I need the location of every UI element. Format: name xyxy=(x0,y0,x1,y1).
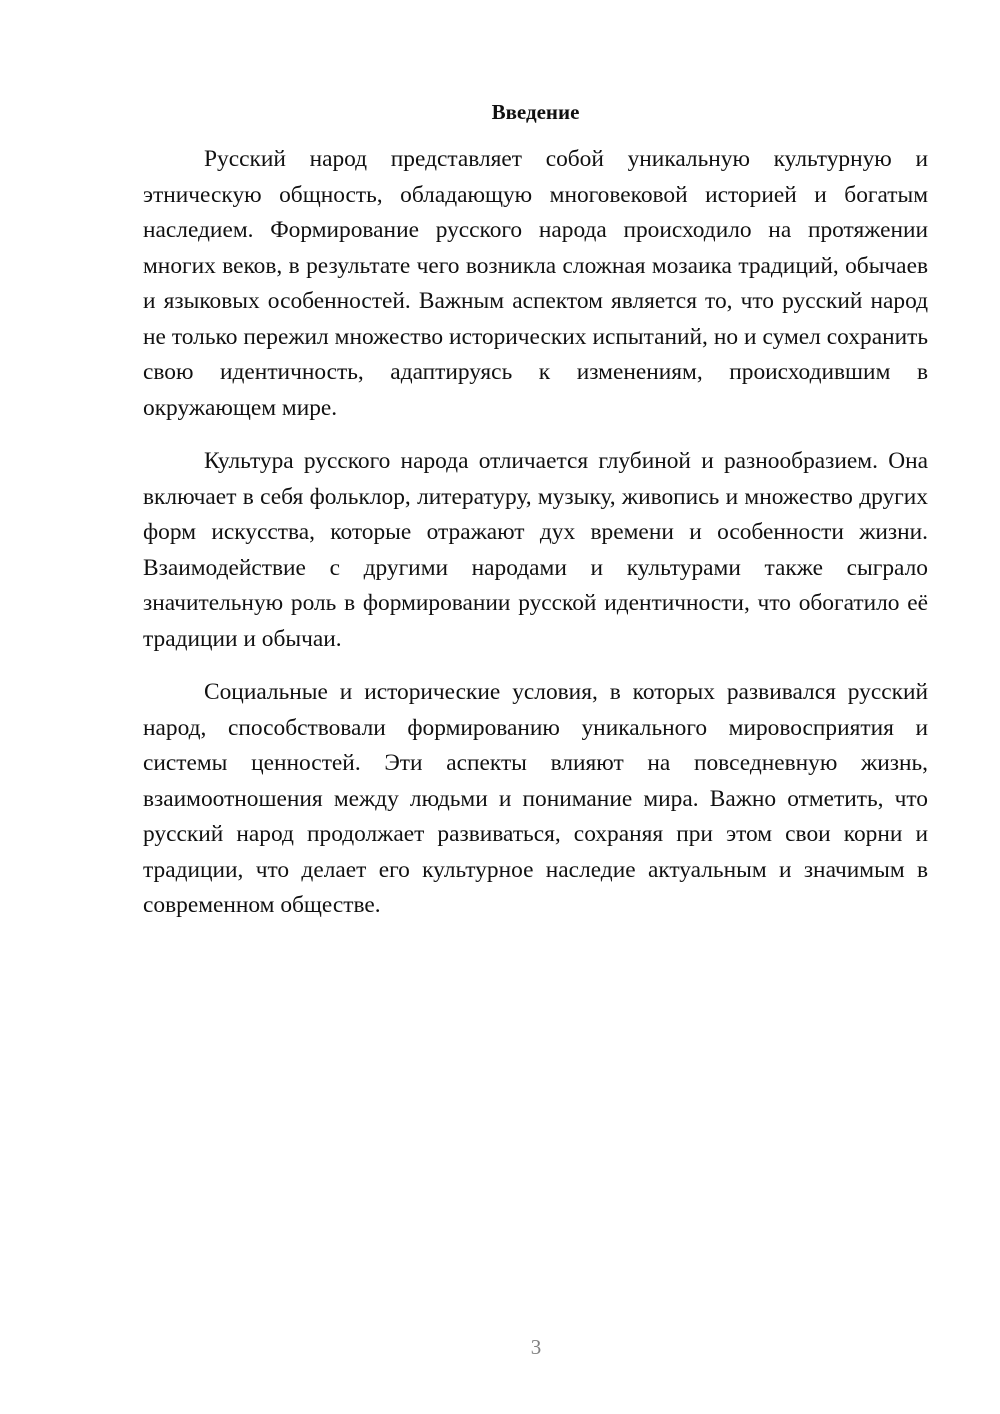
paragraph-3: Социальные и исторические условия, в которых развивался русский народ, способствовали формированию уникального мировосприятия и системы ценностей. Эти аспекты влияют на повседневную жизнь, взаимоотношения между людьми и понимание мира. Важно отметить, что русский народ продолжает развиваться, сохраняя при этом свои корни и традиции, что делает его культурное наследие актуальным и значимым в современном обществе. xyxy=(143,679,928,918)
page-number: 3 xyxy=(530,1335,542,1359)
paragraph-1: Русский народ представляет собой уникальную культурную и этническую общность, обладающую многовековой историей и богатым наследием. Формирование русского народа происходило на протяжении многих веков, в результате чего возникла сложная мозаика традиций, обычаев и языковых особенностей. Важным аспектом является то, что русский народ не только пережил множество исторических испытаний, но и сумел сохранить свою идентичность, адаптируясь к изменениям, происходившим в окружающем мире. xyxy=(143,146,928,421)
document-body xyxy=(143,142,928,942)
paragraph-2: Культура русского народа отличается глубиной и разнообразием. Она включает в себя фольклор, литературу, музыку, живопись и множество других форм искусства, которые отражают дух времени и особенности жизни. Взаимодействие с другими народами и культурами также сыграло значительную роль в формировании русской идентичности, что обогатило её традиции и обычаи. xyxy=(143,448,928,652)
page-title: Введение xyxy=(491,100,580,124)
